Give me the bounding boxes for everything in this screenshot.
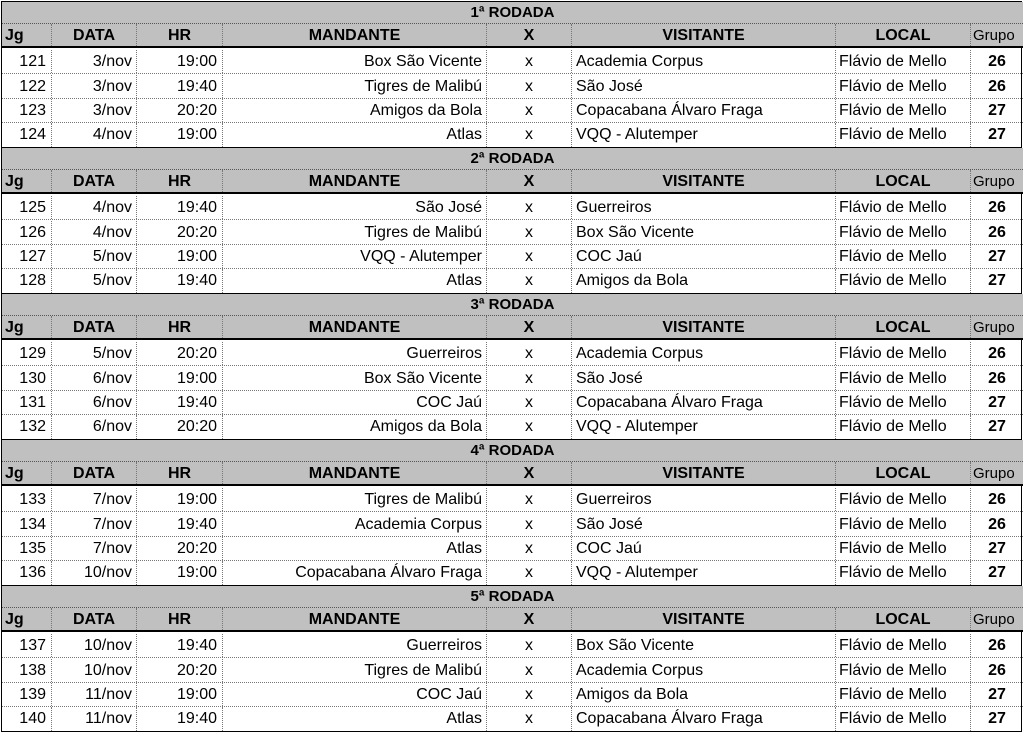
cell-venue: Flávio de Mello xyxy=(836,537,971,560)
cell-time: 19:40 xyxy=(137,391,223,414)
cell-versus: x xyxy=(487,75,572,98)
cell-home-team: Guerreiros xyxy=(223,342,487,365)
header-versus: X xyxy=(487,170,572,192)
cell-date: 6/nov xyxy=(52,391,137,414)
cell-away-team: Amigos da Bola xyxy=(572,269,836,293)
cell-home-team: Tigres de Malibú xyxy=(223,659,487,682)
cell-jg: 131 xyxy=(2,391,52,414)
cell-versus: x xyxy=(487,245,572,268)
cell-home-team: Atlas xyxy=(223,269,487,293)
header-date: DATA xyxy=(52,316,137,338)
cell-away-team: VQQ - Alutemper xyxy=(572,123,836,147)
cell-venue: Flávio de Mello xyxy=(836,488,971,511)
cell-date: 4/nov xyxy=(52,123,137,147)
round-block xyxy=(1,439,1022,586)
cell-venue: Flávio de Mello xyxy=(836,367,971,390)
table-row xyxy=(2,707,1023,731)
header-versus: X xyxy=(487,462,572,484)
cell-jg: 130 xyxy=(2,367,52,390)
header-away-team: VISITANTE xyxy=(572,608,836,630)
cell-date: 10/nov xyxy=(52,634,137,657)
cell-venue: Flávio de Mello xyxy=(836,415,971,439)
column-header-row xyxy=(2,316,1023,340)
header-home-team: MANDANTE xyxy=(223,462,487,484)
table-row xyxy=(2,488,1023,512)
cell-date: 7/nov xyxy=(52,488,137,511)
cell-venue: Flávio de Mello xyxy=(836,683,971,706)
cell-venue: Flávio de Mello xyxy=(836,513,971,536)
cell-home-team: Atlas xyxy=(223,123,487,147)
cell-jg: 137 xyxy=(2,634,52,657)
header-group: Grupo xyxy=(973,173,1015,190)
header-venue: LOCAL xyxy=(836,462,971,484)
header-date: DATA xyxy=(52,24,137,46)
header-time: HR xyxy=(137,462,223,484)
cell-time: 19:40 xyxy=(137,196,223,219)
cell-versus: x xyxy=(487,707,572,731)
cell-group: 27 xyxy=(988,418,1006,435)
cell-date: 10/nov xyxy=(52,659,137,682)
cell-group: 27 xyxy=(988,564,1006,581)
header-group: Grupo xyxy=(973,611,1015,628)
cell-group: 26 xyxy=(988,224,1006,241)
cell-date: 5/nov xyxy=(52,245,137,268)
cell-date: 3/nov xyxy=(52,50,137,73)
header-home-team: MANDANTE xyxy=(223,24,487,46)
round-block xyxy=(1,1,1022,148)
cell-group: 26 xyxy=(988,78,1006,95)
round-title: 4ª RODADA xyxy=(2,440,1023,462)
cell-time: 20:20 xyxy=(137,99,223,122)
cell-jg: 124 xyxy=(2,123,52,147)
cell-group: 27 xyxy=(988,394,1006,411)
header-away-team: VISITANTE xyxy=(572,170,836,192)
cell-away-team: Amigos da Bola xyxy=(572,683,836,706)
cell-time: 19:00 xyxy=(137,488,223,511)
header-jg: Jg xyxy=(2,170,52,192)
table-row xyxy=(2,123,1023,147)
cell-time: 19:00 xyxy=(137,50,223,73)
cell-jg: 135 xyxy=(2,537,52,560)
cell-date: 5/nov xyxy=(52,342,137,365)
round-block xyxy=(1,293,1022,440)
cell-date: 11/nov xyxy=(52,707,137,731)
table-row xyxy=(2,683,1023,707)
cell-home-team: Atlas xyxy=(223,707,487,731)
cell-jg: 127 xyxy=(2,245,52,268)
header-group: Grupo xyxy=(973,319,1015,336)
table-row xyxy=(2,269,1023,293)
cell-venue: Flávio de Mello xyxy=(836,50,971,73)
cell-date: 7/nov xyxy=(52,513,137,536)
header-group: Grupo xyxy=(973,465,1015,482)
header-venue: LOCAL xyxy=(836,316,971,338)
column-header-row xyxy=(2,608,1023,632)
header-venue: LOCAL xyxy=(836,170,971,192)
cell-jg: 134 xyxy=(2,513,52,536)
cell-versus: x xyxy=(487,488,572,511)
cell-venue: Flávio de Mello xyxy=(836,342,971,365)
round-block xyxy=(1,585,1022,732)
cell-time: 20:20 xyxy=(137,537,223,560)
cell-date: 11/nov xyxy=(52,683,137,706)
table-row xyxy=(2,75,1023,99)
header-group: Grupo xyxy=(973,27,1015,44)
table-row xyxy=(2,391,1023,415)
table-row xyxy=(2,561,1023,585)
cell-away-team: Copacabana Álvaro Fraga xyxy=(572,391,836,414)
header-jg: Jg xyxy=(2,24,52,46)
cell-group: 27 xyxy=(988,102,1006,119)
cell-jg: 122 xyxy=(2,75,52,98)
cell-versus: x xyxy=(487,391,572,414)
header-venue: LOCAL xyxy=(836,608,971,630)
header-versus: X xyxy=(487,316,572,338)
cell-versus: x xyxy=(487,50,572,73)
header-versus: X xyxy=(487,608,572,630)
cell-venue: Flávio de Mello xyxy=(836,75,971,98)
cell-time: 20:20 xyxy=(137,221,223,244)
cell-home-team: Guerreiros xyxy=(223,634,487,657)
cell-group: 27 xyxy=(988,272,1006,289)
cell-venue: Flávio de Mello xyxy=(836,391,971,414)
header-home-team: MANDANTE xyxy=(223,316,487,338)
cell-home-team: COC Jaú xyxy=(223,391,487,414)
table-row xyxy=(2,634,1023,658)
cell-time: 19:40 xyxy=(137,634,223,657)
cell-jg: 128 xyxy=(2,269,52,293)
cell-away-team: São José xyxy=(572,75,836,98)
cell-versus: x xyxy=(487,659,572,682)
cell-versus: x xyxy=(487,269,572,293)
cell-venue: Flávio de Mello xyxy=(836,123,971,147)
cell-versus: x xyxy=(487,342,572,365)
table-row xyxy=(2,99,1023,123)
cell-away-team: Box São Vicente xyxy=(572,221,836,244)
cell-date: 4/nov xyxy=(52,196,137,219)
header-away-team: VISITANTE xyxy=(572,462,836,484)
header-jg: Jg xyxy=(2,462,52,484)
cell-date: 7/nov xyxy=(52,537,137,560)
cell-home-team: VQQ - Alutemper xyxy=(223,245,487,268)
cell-jg: 138 xyxy=(2,659,52,682)
round-block xyxy=(1,147,1022,294)
table-row xyxy=(2,245,1023,269)
cell-time: 19:40 xyxy=(137,513,223,536)
cell-date: 6/nov xyxy=(52,367,137,390)
table-row xyxy=(2,367,1023,391)
cell-time: 19:00 xyxy=(137,561,223,585)
cell-versus: x xyxy=(487,99,572,122)
cell-away-team: São José xyxy=(572,513,836,536)
cell-versus: x xyxy=(487,513,572,536)
round-title: 1ª RODADA xyxy=(2,2,1023,24)
cell-venue: Flávio de Mello xyxy=(836,634,971,657)
cell-group: 26 xyxy=(988,370,1006,387)
cell-away-team: Academia Corpus xyxy=(572,659,836,682)
cell-time: 19:00 xyxy=(137,123,223,147)
cell-home-team: Tigres de Malibú xyxy=(223,75,487,98)
header-home-team: MANDANTE xyxy=(223,170,487,192)
cell-venue: Flávio de Mello xyxy=(836,221,971,244)
header-jg: Jg xyxy=(2,316,52,338)
cell-versus: x xyxy=(487,683,572,706)
cell-venue: Flávio de Mello xyxy=(836,99,971,122)
cell-date: 5/nov xyxy=(52,269,137,293)
cell-group: 27 xyxy=(988,686,1006,703)
cell-home-team: Box São Vicente xyxy=(223,367,487,390)
cell-group: 27 xyxy=(988,540,1006,557)
cell-time: 19:40 xyxy=(137,707,223,731)
cell-time: 19:00 xyxy=(137,245,223,268)
cell-date: 3/nov xyxy=(52,75,137,98)
table-row xyxy=(2,537,1023,561)
cell-versus: x xyxy=(487,196,572,219)
cell-jg: 121 xyxy=(2,50,52,73)
cell-time: 19:40 xyxy=(137,75,223,98)
cell-venue: Flávio de Mello xyxy=(836,659,971,682)
header-time: HR xyxy=(137,316,223,338)
cell-jg: 133 xyxy=(2,488,52,511)
cell-away-team: Copacabana Álvaro Fraga xyxy=(572,707,836,731)
table-row xyxy=(2,659,1023,683)
cell-home-team: Tigres de Malibú xyxy=(223,488,487,511)
cell-time: 19:00 xyxy=(137,683,223,706)
cell-away-team: COC Jaú xyxy=(572,245,836,268)
cell-group: 26 xyxy=(988,199,1006,216)
cell-group: 27 xyxy=(988,126,1006,143)
cell-home-team: Amigos da Bola xyxy=(223,415,487,439)
cell-versus: x xyxy=(487,537,572,560)
cell-away-team: VQQ - Alutemper xyxy=(572,415,836,439)
cell-away-team: Guerreiros xyxy=(572,196,836,219)
column-header-row xyxy=(2,24,1023,48)
cell-away-team: Academia Corpus xyxy=(572,50,836,73)
cell-venue: Flávio de Mello xyxy=(836,245,971,268)
header-versus: X xyxy=(487,24,572,46)
cell-date: 10/nov xyxy=(52,561,137,585)
cell-jg: 123 xyxy=(2,99,52,122)
table-row xyxy=(2,513,1023,537)
cell-jg: 140 xyxy=(2,707,52,731)
cell-time: 20:20 xyxy=(137,659,223,682)
cell-group: 26 xyxy=(988,662,1006,679)
cell-versus: x xyxy=(487,634,572,657)
cell-jg: 136 xyxy=(2,561,52,585)
cell-versus: x xyxy=(487,123,572,147)
header-jg: Jg xyxy=(2,608,52,630)
cell-group: 26 xyxy=(988,491,1006,508)
cell-group: 26 xyxy=(988,53,1006,70)
cell-home-team: COC Jaú xyxy=(223,683,487,706)
cell-jg: 129 xyxy=(2,342,52,365)
header-away-team: VISITANTE xyxy=(572,24,836,46)
table-row xyxy=(2,415,1023,439)
cell-venue: Flávio de Mello xyxy=(836,196,971,219)
cell-home-team: Copacabana Álvaro Fraga xyxy=(223,561,487,585)
cell-jg: 126 xyxy=(2,221,52,244)
cell-jg: 132 xyxy=(2,415,52,439)
cell-date: 6/nov xyxy=(52,415,137,439)
header-date: DATA xyxy=(52,462,137,484)
cell-time: 19:00 xyxy=(137,367,223,390)
cell-home-team: Atlas xyxy=(223,537,487,560)
header-date: DATA xyxy=(52,170,137,192)
cell-group: 26 xyxy=(988,516,1006,533)
cell-group: 27 xyxy=(988,248,1006,265)
round-title: 2ª RODADA xyxy=(2,148,1023,170)
cell-away-team: Box São Vicente xyxy=(572,634,836,657)
cell-group: 26 xyxy=(988,345,1006,362)
column-header-row xyxy=(2,462,1023,486)
cell-jg: 125 xyxy=(2,196,52,219)
cell-venue: Flávio de Mello xyxy=(836,561,971,585)
table-row xyxy=(2,50,1023,74)
cell-date: 4/nov xyxy=(52,221,137,244)
cell-time: 20:20 xyxy=(137,342,223,365)
cell-group: 27 xyxy=(988,710,1006,727)
cell-away-team: Guerreiros xyxy=(572,488,836,511)
cell-jg: 139 xyxy=(2,683,52,706)
column-header-row xyxy=(2,170,1023,194)
header-venue: LOCAL xyxy=(836,24,971,46)
cell-versus: x xyxy=(487,415,572,439)
cell-time: 20:20 xyxy=(137,415,223,439)
cell-versus: x xyxy=(487,367,572,390)
cell-group: 26 xyxy=(988,637,1006,654)
cell-away-team: São José xyxy=(572,367,836,390)
cell-date: 3/nov xyxy=(52,99,137,122)
cell-venue: Flávio de Mello xyxy=(836,707,971,731)
cell-home-team: São José xyxy=(223,196,487,219)
cell-home-team: Amigos da Bola xyxy=(223,99,487,122)
header-time: HR xyxy=(137,170,223,192)
cell-away-team: VQQ - Alutemper xyxy=(572,561,836,585)
round-title: 3ª RODADA xyxy=(2,294,1023,316)
cell-home-team: Academia Corpus xyxy=(223,513,487,536)
cell-time: 19:40 xyxy=(137,269,223,293)
cell-away-team: Copacabana Álvaro Fraga xyxy=(572,99,836,122)
cell-versus: x xyxy=(487,221,572,244)
cell-home-team: Tigres de Malibú xyxy=(223,221,487,244)
header-home-team: MANDANTE xyxy=(223,608,487,630)
header-date: DATA xyxy=(52,608,137,630)
header-away-team: VISITANTE xyxy=(572,316,836,338)
header-time: HR xyxy=(137,24,223,46)
round-title: 5ª RODADA xyxy=(2,586,1023,608)
cell-away-team: Academia Corpus xyxy=(572,342,836,365)
cell-venue: Flávio de Mello xyxy=(836,269,971,293)
table-row xyxy=(2,342,1023,366)
table-row xyxy=(2,196,1023,220)
header-time: HR xyxy=(137,608,223,630)
schedule-sheet xyxy=(1,1,1023,732)
cell-away-team: COC Jaú xyxy=(572,537,836,560)
table-row xyxy=(2,221,1023,245)
cell-versus: x xyxy=(487,561,572,585)
cell-home-team: Box São Vicente xyxy=(223,50,487,73)
